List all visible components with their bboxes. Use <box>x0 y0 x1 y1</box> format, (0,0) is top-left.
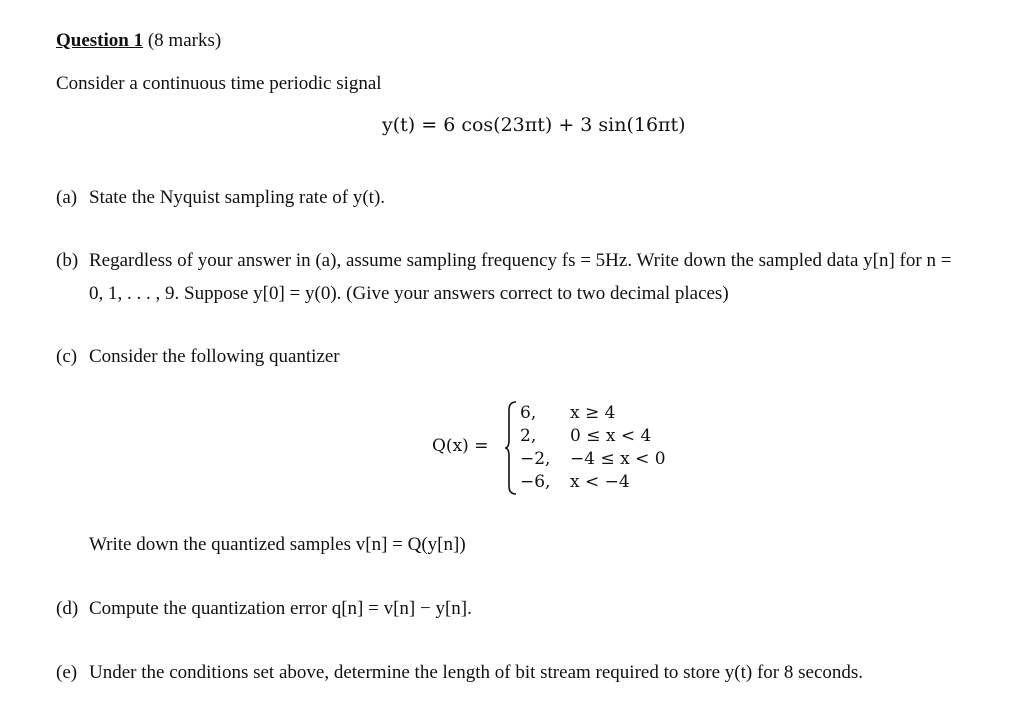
question-marks: (8 marks) <box>147 30 222 51</box>
part-b-text-line1: Regardless of your answer in (a), assume sampling frequency fs = 5Hz. Write down the sampled data y[n] for n = <box>89 250 952 271</box>
part-b-text-line2: 0, 1, . . . , 9. Suppose y[0] = y(0). (Give your answers correct to two decimal places) <box>89 283 729 304</box>
left-brace-icon <box>504 400 518 496</box>
part-d-label: (d) <box>56 598 79 619</box>
question-title: Question 1 <box>56 30 144 51</box>
case-row <box>520 448 666 471</box>
part-e <box>56 662 863 684</box>
case-row <box>520 402 666 425</box>
part-d-text: Compute the quantization error q[n] = v[n] − y[n]. <box>89 598 472 619</box>
case-condition: x ≥ 4 <box>570 403 616 423</box>
part-d <box>56 598 472 620</box>
case-value: −6, <box>520 472 551 492</box>
part-c-label: (c) <box>56 346 78 367</box>
quantizer-cases <box>520 402 666 494</box>
case-value: 6, <box>520 403 537 423</box>
part-c-followup: Write down the quantized samples v[n] = Q(y[n]) <box>89 534 466 555</box>
part-e-label: (e) <box>56 662 78 683</box>
question-heading <box>56 30 221 52</box>
part-b-label: (b) <box>56 250 79 271</box>
part-c <box>56 346 340 368</box>
part-e-text: Under the conditions set above, determine the length of bit stream required to store y(t) for 8 seconds. <box>89 662 864 683</box>
quantizer-lhs: Q(x) = <box>432 436 489 456</box>
case-row <box>520 471 666 494</box>
signal-equation: y(t) = 6 cos(23πt) + 3 sin(16πt) <box>382 114 686 136</box>
part-a-label: (a) <box>56 187 78 208</box>
case-row <box>520 425 666 448</box>
case-value: 2, <box>520 426 537 446</box>
case-condition: −4 ≤ x < 0 <box>570 449 666 469</box>
case-condition: 0 ≤ x < 4 <box>570 426 652 446</box>
part-a-text: State the Nyquist sampling rate of y(t). <box>89 187 386 208</box>
part-b <box>56 250 951 272</box>
part-a <box>56 187 385 209</box>
intro-text: Consider a continuous time periodic signal <box>56 73 382 94</box>
case-value: −2, <box>520 449 551 469</box>
case-condition: x < −4 <box>570 472 630 492</box>
part-c-text: Consider the following quantizer <box>89 346 340 367</box>
